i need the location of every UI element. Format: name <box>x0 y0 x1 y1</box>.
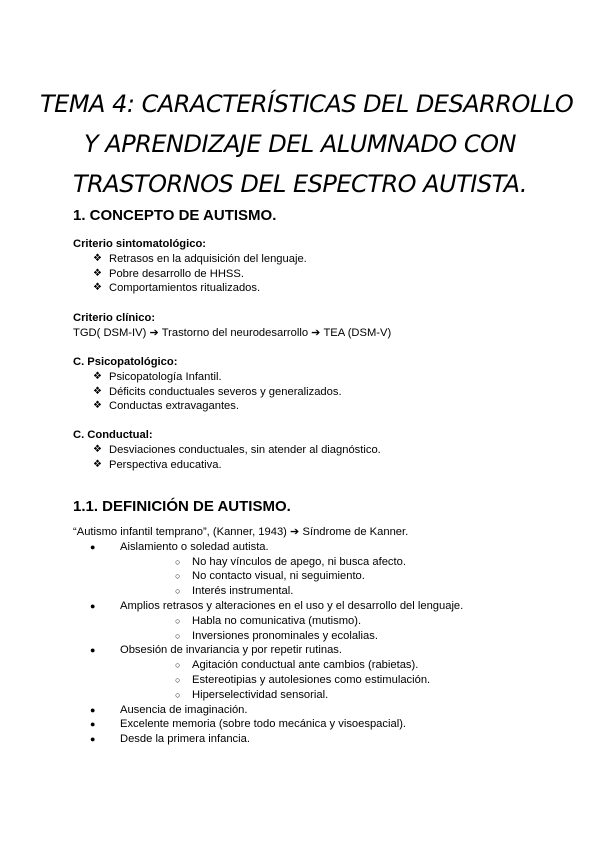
sub-list-item: ○ No contacto visual, ni seguimiento. <box>175 570 365 583</box>
list-item: ● Ausencia de imaginación. <box>90 703 248 716</box>
list-item: ❖ Déficits conductuales severos y generalizados. <box>93 385 342 398</box>
bullet-icon: ● <box>90 600 96 611</box>
subheading: C. Psicopatológico: <box>73 356 178 368</box>
bullet-icon: ● <box>90 734 96 745</box>
title-line-2: Y APRENDIZAJE DEL ALUMNADO CON <box>84 130 516 158</box>
circle-bullet-icon: ○ <box>175 615 181 626</box>
list-item: ❖ Retrasos en la adquisición del lenguaje. <box>93 252 307 265</box>
sub-list-item: ○ Habla no comunicativa (mutismo). <box>175 614 362 627</box>
list-item: ❖ Perspectiva educativa. <box>93 458 222 471</box>
subheading: C. Conductual: <box>73 429 153 441</box>
circle-bullet-icon: ○ <box>175 556 181 567</box>
list-item: ● Desde la primera infancia. <box>90 733 250 746</box>
list-item: ● Aislamiento o soledad autista. ○ No hay vínculos de apego, ni busca afecto. ○ No contacto visual, ni seguimiento. ○ Interés instrumental. <box>73 540 573 599</box>
list-item: ❖ Desviaciones conductuales, sin atender al diagnóstico. <box>93 443 381 456</box>
definicion-autismo <box>73 525 573 747</box>
list-item: ❖ Conductas extravagantes. <box>93 400 239 413</box>
criterio-sintomatologico <box>73 237 573 296</box>
list-item: ● Excelente memoria (sobre todo mecánica y visoespacial). <box>90 718 407 731</box>
bullet-icon: ● <box>90 704 96 715</box>
diamond-bullet-icon: ❖ <box>93 267 102 279</box>
list-item: ❖ Comportamientos ritualizados. <box>93 282 261 295</box>
sub-list-item: ○ Agitación conductual ante cambios (rabietas). <box>175 659 419 672</box>
subheading: Criterio clínico: <box>73 312 156 324</box>
diamond-bullet-icon: ❖ <box>93 370 102 382</box>
bullet-icon: ● <box>90 541 96 552</box>
circle-bullet-icon: ○ <box>175 689 181 700</box>
document-title <box>40 84 574 204</box>
circle-bullet-icon: ○ <box>175 630 181 641</box>
sub-list-item: ○ Hiperselectividad sensorial. <box>175 688 329 701</box>
diamond-bullet-icon: ❖ <box>93 458 102 470</box>
circle-bullet-icon: ○ <box>175 674 181 685</box>
diamond-bullet-icon: ❖ <box>93 443 102 455</box>
subheading: Criterio sintomatológico: <box>73 238 207 250</box>
list-item: ● Amplios retrasos y alteraciones en el uso y el desarrollo del lenguaje. ○ Habla no comunicativa (mutismo). ○ Inversiones pronominales y ecolalias. <box>73 599 573 643</box>
sub-list-item: ○ Estereotipias y autolesiones como estimulación. <box>175 673 431 686</box>
sub-list-item: ○ No hay vínculos de apego, ni busca afecto. <box>175 555 406 568</box>
diamond-bullet-icon: ❖ <box>93 385 102 397</box>
list-item: ❖ Pobre desarrollo de HHSS. <box>93 267 244 280</box>
clinico-text: TGD( DSM-IV) ➔ Trastorno del neurodesarrollo ➔ TEA (DSM-V) <box>73 326 392 339</box>
definicion-intro: “Autismo infantil temprano”, (Kanner, 1943) ➔ Síndrome de Kanner. <box>73 526 409 538</box>
bullet-icon: ● <box>90 645 96 656</box>
diamond-bullet-icon: ❖ <box>93 252 102 264</box>
diamond-bullet-icon: ❖ <box>93 400 102 412</box>
sub-list-item: ○ Inversiones pronominales y ecolalias. <box>175 629 378 642</box>
section-heading-concepto: 1. CONCEPTO DE AUTISMO. <box>73 207 277 224</box>
section-heading-definicion: 1.1. DEFINICIÓN DE AUTISMO. <box>73 498 291 515</box>
circle-bullet-icon: ○ <box>175 571 181 582</box>
list-item: ● Obsesión de invariancia y por repetir rutinas. ○ Agitación conductual ante cambios (rabietas). ○ Estereotipias y autolesiones como estimulación. ○ Hiperselectividad sensorial. <box>73 643 573 702</box>
criterio-conductual <box>73 428 573 472</box>
criterio-psicopatologico <box>73 355 573 414</box>
circle-bullet-icon: ○ <box>175 586 181 597</box>
bullet-icon: ● <box>90 719 96 730</box>
criterio-clinico <box>73 311 573 341</box>
title-line-1: TEMA 4: CARACTERÍSTICAS DEL DESARROLLO <box>40 90 574 118</box>
title-line-3: TRASTORNOS DEL ESPECTRO AUTISTA. <box>72 170 528 198</box>
list-item: ❖ Psicopatología Infantil. <box>93 370 222 383</box>
circle-bullet-icon: ○ <box>175 660 181 671</box>
sub-list-item: ○ Interés instrumental. <box>175 585 294 598</box>
diamond-bullet-icon: ❖ <box>93 282 102 294</box>
